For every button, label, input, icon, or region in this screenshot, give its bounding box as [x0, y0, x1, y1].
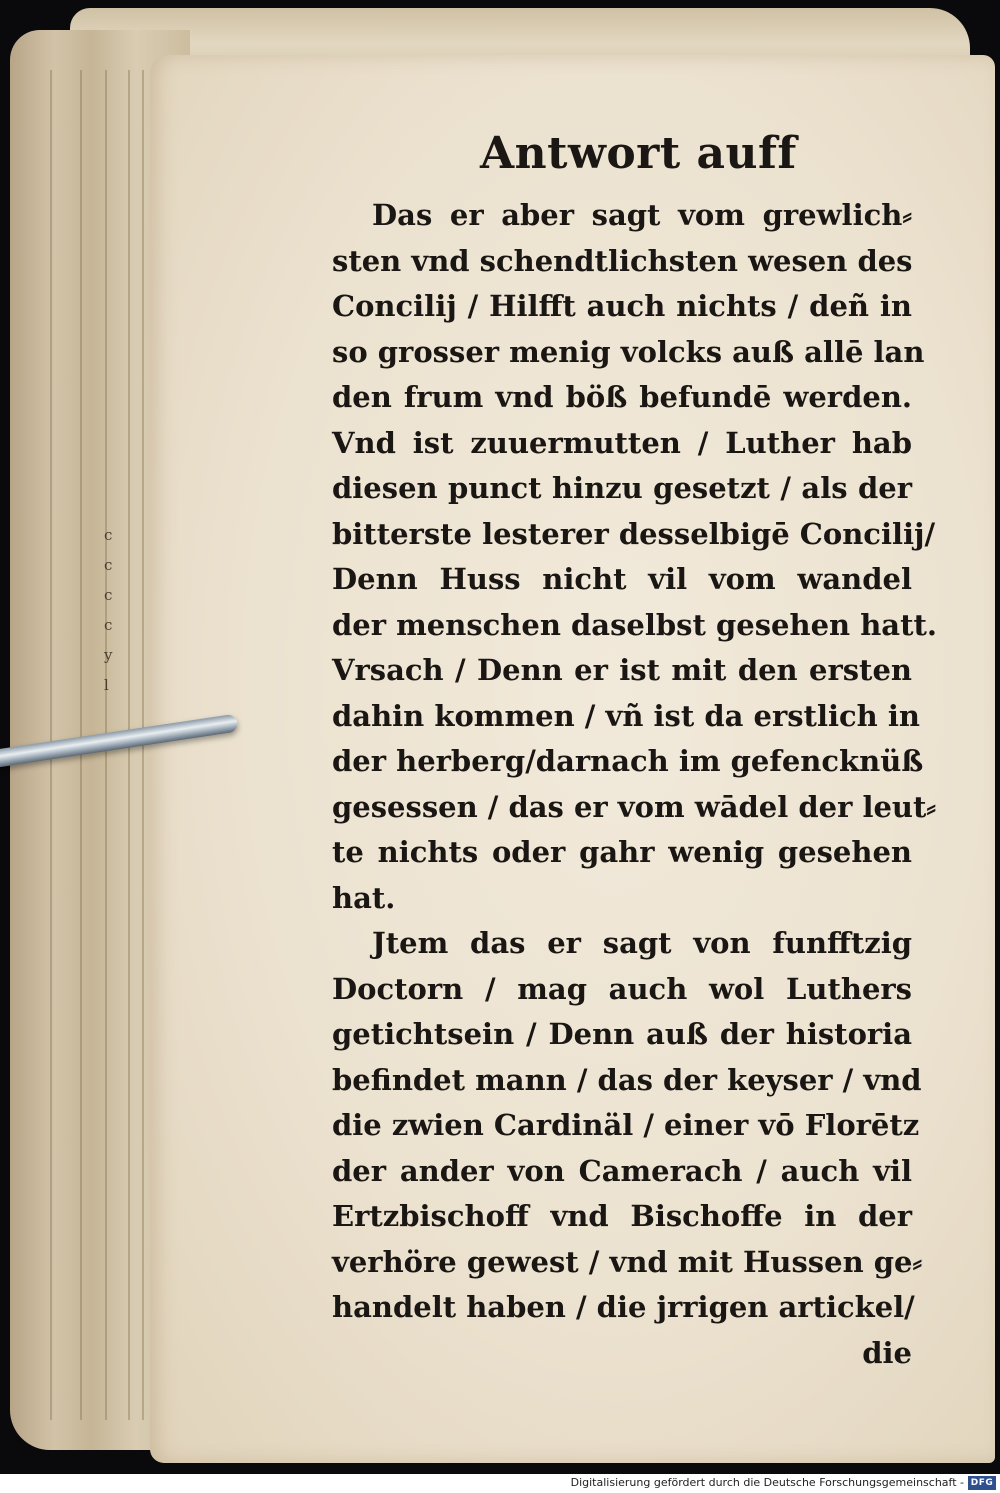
text-line: Jtem das er sagt von funfftzig	[372, 926, 912, 960]
text-line: diesen punct hinzu gesetzt / als der	[332, 471, 912, 505]
text-line: der herberg/darnach im gefencknüß	[332, 744, 924, 778]
text-line: der ander von Camerach / auch vil	[332, 1153, 912, 1188]
text-line: bitterste lesterer desselbigē Concilij/	[332, 516, 936, 551]
text-line: Ertzbischoff vnd Bischoffe in der	[332, 1199, 912, 1233]
text-line: befindet mann / das der keyser / vnd	[332, 1062, 922, 1097]
margin-mark: c	[104, 526, 113, 544]
text-line: dahin kommen / vñ ist da erstlich in	[332, 698, 920, 733]
text-line: hat.	[332, 880, 396, 915]
text-line: Vrsach / Denn er ist mit den ersten	[332, 653, 912, 687]
text-line: Denn Huss nicht vil vom wandel	[332, 562, 912, 596]
text-line: gesessen / das er vom wādel der leut⸗	[332, 789, 937, 824]
text-line: Doctorn / mag auch wol Luthers	[332, 971, 912, 1006]
text-line: Das er aber sagt vom grewlich⸗	[372, 198, 912, 232]
text-line: der menschen daselbst gesehen hatt.	[332, 607, 937, 642]
margin-mark: c	[104, 556, 113, 574]
text-line: sten vnd schendtlichsten wesen des	[332, 243, 913, 278]
page-text	[332, 193, 937, 1376]
dfg-logo: DFG	[968, 1476, 996, 1490]
text-line: handelt haben / die jrrigen artickel/	[332, 1290, 915, 1324]
text-line: Concilij / Hilfft auch nichts / deñ in	[332, 289, 912, 323]
text-line: die zwien Cardinäl / einer vō Florētz	[332, 1108, 920, 1142]
margin-mark: c	[104, 616, 113, 634]
text-line: Vnd ist zuuermutten / Luther hab	[332, 425, 912, 460]
margin-mark: y	[104, 646, 113, 664]
text-line: te nichts oder gahr wenig gesehen	[332, 835, 912, 869]
text-line: verhöre gewest / vnd mit Hussen ge⸗	[332, 1244, 923, 1279]
text-line: getichtsein / Denn auß der historia	[332, 1017, 912, 1051]
footer-credit: Digitalisierung gefördert durch die Deutsche Forschungsgemeinschaft -	[570, 1476, 964, 1489]
margin-mark: l	[104, 676, 109, 694]
catchword: die	[862, 1335, 912, 1370]
text-line: so grosser menig volcks auß allē lan	[332, 334, 925, 369]
margin-marks	[104, 520, 124, 700]
running-header: Antwort auff	[480, 128, 797, 179]
text-line: den frum vnd böß befundē werden.	[332, 380, 912, 414]
margin-mark: c	[104, 586, 113, 604]
